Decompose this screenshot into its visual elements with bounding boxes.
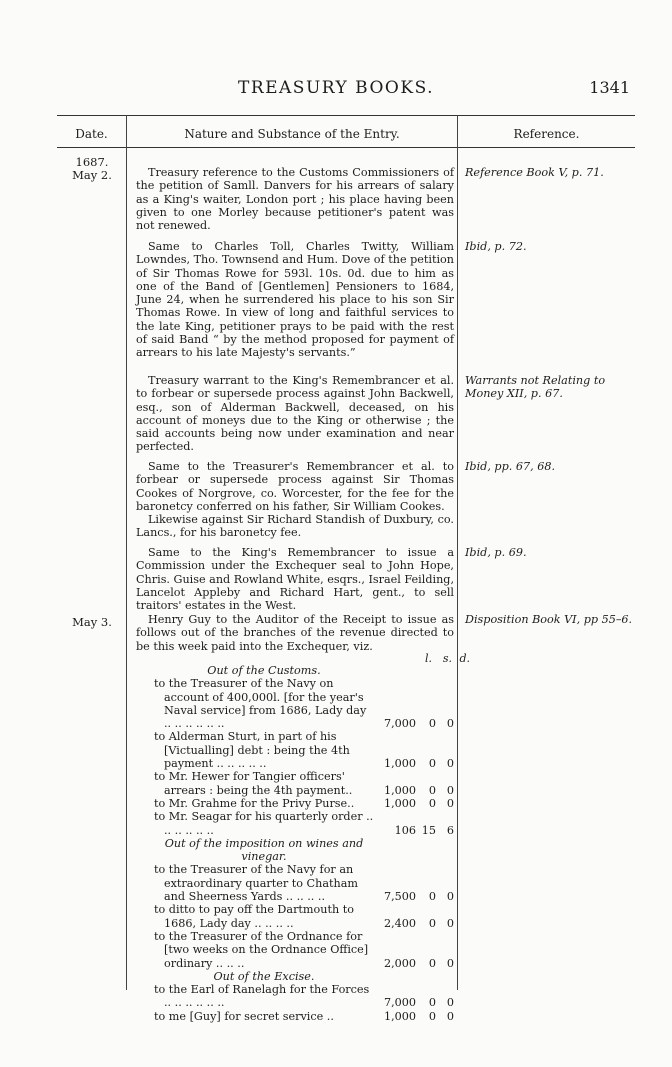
payment-shillings: 0 <box>428 796 436 810</box>
payment-row <box>154 983 454 1010</box>
payment-pence: 0 <box>446 890 454 904</box>
entry-cookes <box>136 460 454 540</box>
payment-row <box>154 797 454 810</box>
payment-shillings: 0 <box>428 916 436 930</box>
payment-description: to Mr. Seagar for his quarterly order .. .. .. .. .. .. <box>154 810 374 837</box>
entry-rowe <box>136 240 454 360</box>
pounds-header: l. <box>424 652 432 665</box>
payment-description: to the Treasurer of the Navy for an extraordinary quarter to Chatham and Sheerness Yards .. .. .. .. <box>154 863 358 904</box>
payment-pounds: 2,000 <box>383 956 416 970</box>
payment-subheading: Out of the Excise. <box>213 969 315 983</box>
entry-guy <box>136 613 454 653</box>
payment-pence: 0 <box>446 1009 454 1023</box>
payment-shillings: 0 <box>428 757 436 771</box>
payment-row <box>154 930 454 970</box>
column-header-nature: Nature and Substance of the Entry. <box>184 127 400 141</box>
entry-text: Same to the King's Remembrancer to issue a Commission under the Exchequer seal to John Hope, Chris. Guise and Rowland White, esqrs., Israel Feilding, Lancelot Appleby and Richard Hart, gent., to sell traitors' estates in the West. <box>136 546 454 613</box>
date-year: 1687. <box>75 155 109 169</box>
payment-pence: 0 <box>446 996 454 1010</box>
payment-row <box>154 677 454 730</box>
entry-text: Likewise against Sir Richard Standish of Duxbury, co. Lancs., for his baronetcy fee. <box>136 513 454 540</box>
payment-description: to me [Guy] for secret service .. <box>154 1009 334 1023</box>
payment-description: to ditto to pay off the Dartmouth to 1686, Lady day .. .. .. .. <box>154 903 354 930</box>
payment-row <box>154 810 454 837</box>
entry-text: Treasury warrant to the King's Remembrancer et al. to forbear or supersede process against John Backwell, esq., son of Alderman Backwell, deceased, on his account of moneys due to the King or otherwise ; the said accounts being now under examination and near perfected. <box>136 374 454 454</box>
payment-pounds: 7,000 <box>383 996 416 1010</box>
payment-pence: 6 <box>446 823 454 837</box>
page-number: 1341 <box>589 78 630 97</box>
payment-row <box>154 1010 454 1023</box>
payment-pence: 0 <box>446 916 454 930</box>
reference-6: Disposition Book VI, pp 55–6. <box>465 613 633 626</box>
reference-1: Reference Book V, p. 71. <box>465 166 604 179</box>
payment-pence: 0 <box>446 717 454 731</box>
payment-pounds: 106 <box>394 823 416 837</box>
payment-pence: 0 <box>446 757 454 771</box>
payment-shillings: 0 <box>428 996 436 1010</box>
column-header-reference: Reference. <box>513 127 580 141</box>
payment-description: to the Treasurer of the Ordnance for [two weeks on the Ordnance Office] ordinary .. .. .. <box>154 929 369 970</box>
payment-shillings: 0 <box>428 783 436 797</box>
payment-pence: 0 <box>446 796 454 810</box>
entry-text: Same to Charles Toll, Charles Twitty, William Lowndes, Tho. Townsend and Hum. Dove of the petition of Sir Thomas Rowe for 593l. 10s. 0d. due to him as one of the Band of [Gentlemen] Pensioners to 1684, June 24, when he surrendered his place to his son Sir Thomas Rowe. In view of long and faithful services to the late King, petitioner prays to be paid with the rest of said Band “ by the method proposed for payment of arrears to his late Majesty's servants.” <box>136 240 454 360</box>
payment-shillings: 0 <box>428 1009 436 1023</box>
entry-commission <box>136 546 454 612</box>
payment-pounds: 7,500 <box>383 890 416 904</box>
payment-shillings: 0 <box>428 717 436 731</box>
entry-text: Henry Guy to the Auditor of the Receipt to issue as follows out of the branches of the revenue directed to be this week paid into the Exchequer, viz. <box>136 613 454 653</box>
reference-3: Warrants not Relating to Money XII, p. 67. <box>465 374 606 401</box>
payment-row <box>154 770 454 797</box>
payment-description: to Mr. Hewer for Tangier officers' arrears : being the 4th payment.. <box>154 770 353 797</box>
payment-description: to Mr. Grahme for the Privy Purse.. <box>154 796 355 810</box>
date-may-2: May 2. <box>72 168 112 182</box>
entry-danvers <box>136 166 454 232</box>
payment-pounds: 1,000 <box>383 783 416 797</box>
entry-backwell <box>136 374 454 454</box>
payment-shillings: 0 <box>428 956 436 970</box>
running-header-title: TREASURY BOOKS. <box>237 78 435 98</box>
payment-description: to the Earl of Ranelagh for the Forces .. .. .. .. .. .. <box>154 983 370 1010</box>
payment-pounds: 1,000 <box>383 757 416 771</box>
payment-pounds: 7,000 <box>383 717 416 731</box>
payment-pounds: 1,000 <box>383 796 416 810</box>
header-rule <box>57 147 635 148</box>
payment-row <box>154 903 454 930</box>
shillings-header: s. <box>442 652 452 665</box>
entry-text: Same to the Treasurer's Remembrancer et al. to forbear or supersede process against Sir Thomas Cookes of Norgrove, co. Worcester, for the fee for the baronetcy conferred on his father, Sir William Cookes. <box>136 460 454 513</box>
reference-5: Ibid, p. 69. <box>465 546 527 559</box>
reference-4: Ibid, pp. 67, 68. <box>465 460 556 473</box>
date-may-3: May 3. <box>72 615 112 629</box>
payment-description: to the Treasurer of the Navy on account of 400,000l. [for the year's Naval service] from 1686, Lady day .. .. .. .. .. .. <box>154 677 367 731</box>
payment-pence: 0 <box>446 783 454 797</box>
payment-pence: 0 <box>446 956 454 970</box>
payments-list <box>154 664 454 1023</box>
payment-shillings: 15 <box>421 823 436 837</box>
payment-row <box>154 730 454 770</box>
payment-subheading: Out of the Customs. <box>207 664 321 677</box>
payment-shillings: 0 <box>428 890 436 904</box>
top-rule <box>57 115 635 116</box>
payment-description: to Alderman Sturt, in part of his [Victualling] debt : being the 4th payment .. .. .. .. .. <box>154 730 350 771</box>
payment-pounds: 2,400 <box>383 916 416 930</box>
payment-subheading: Out of the imposition on wines and vinegar. <box>164 836 364 864</box>
column-header-date: Date. <box>75 127 108 141</box>
pence-header: d. <box>459 652 470 665</box>
column-divider-left <box>126 115 127 990</box>
entry-text: Treasury reference to the Customs Commissioners of the petition of Samll. Danvers for his arrears of salary as a King's waiter, London port ; his place having been given to one Morley because petitioner's patent was not renewed. <box>136 166 454 233</box>
payment-pounds: 1,000 <box>383 1009 416 1023</box>
payment-row <box>154 863 454 903</box>
reference-2: Ibid, p. 72. <box>465 240 527 253</box>
column-divider-right <box>457 115 458 990</box>
